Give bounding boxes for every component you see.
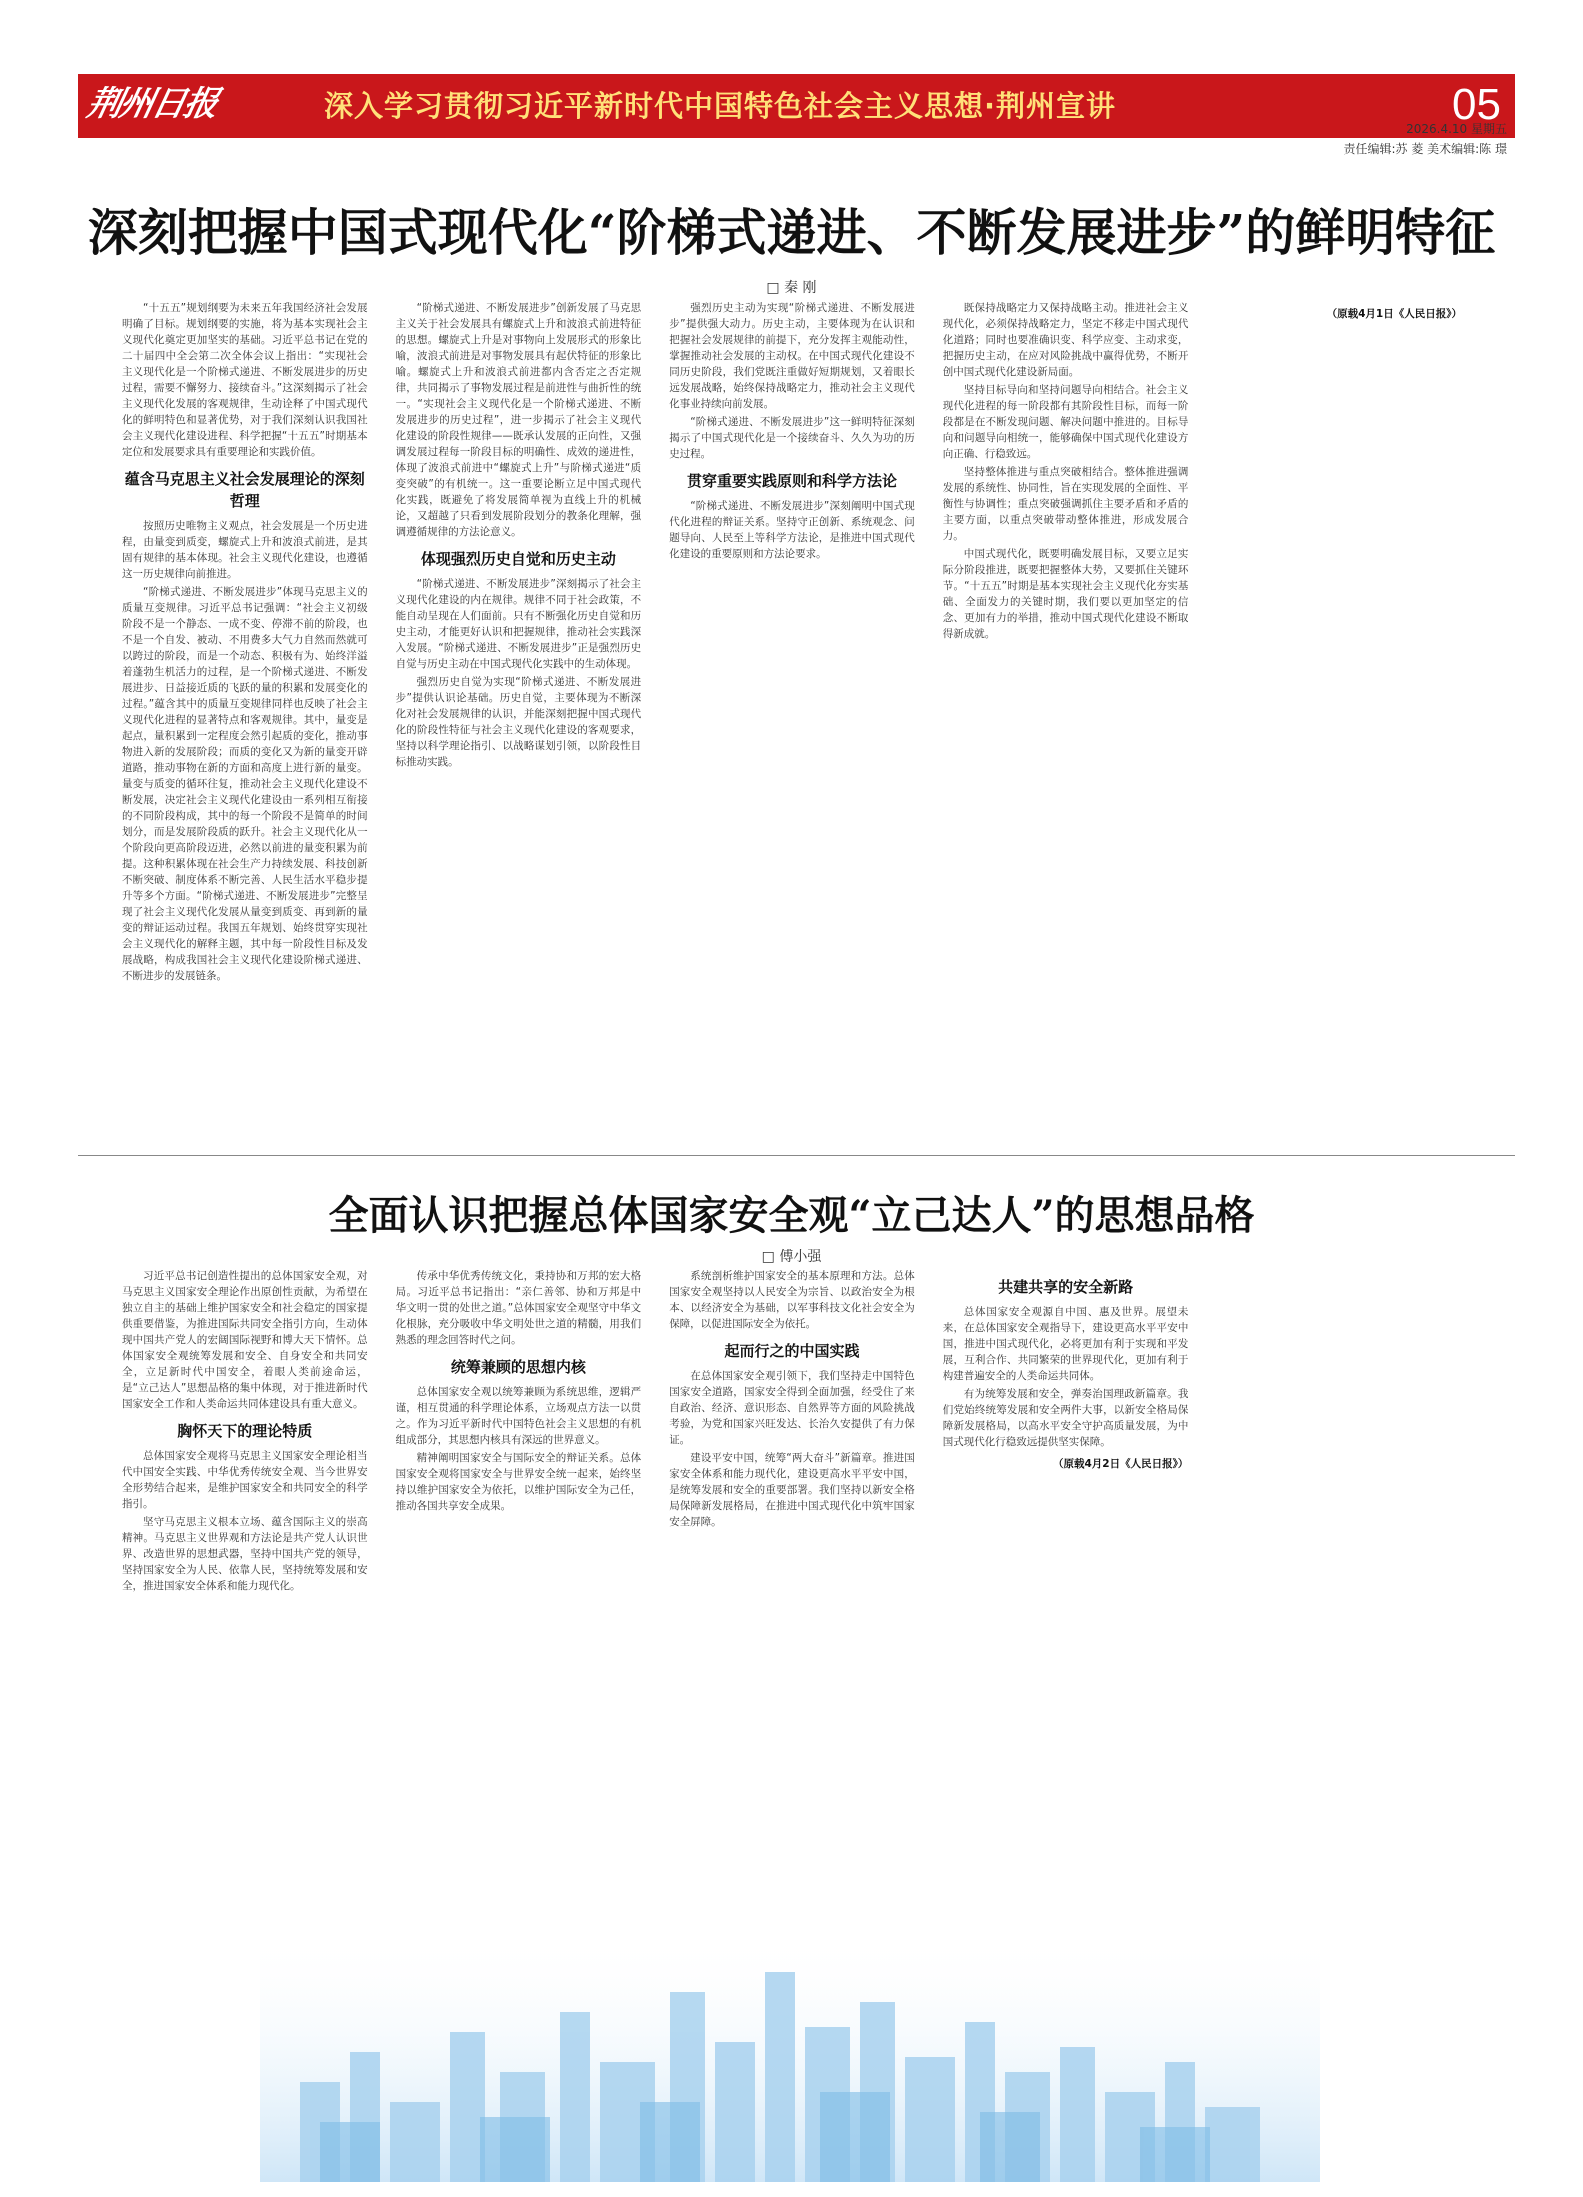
source-note: （原载4月1日《人民日报》） [1326, 308, 1462, 320]
text-column [1216, 300, 1462, 1140]
article2-body [122, 1268, 1462, 1908]
body-paragraph: “阶梯式递进、不断发展进步”深刻揭示了社会主义现代化建设的内在规律。规律不同于社会政策，不能自动呈现在人们面前。只有不断强化历史自觉和历史主动，才能更好认识和把握规律，推动社会实践深入发展。“阶梯式递进、不断发展进步”正是强烈历史自觉与历史主动在中国式现代化实践中的生动体现。 [395, 578, 642, 670]
article2-author: □ 傅小强 [761, 1249, 822, 1265]
section-heading: 体现强烈历史自觉和历史主动 [420, 550, 616, 568]
body-paragraph: 坚守马克思主义根本立场、蕴含国际主义的崇高精神。马克思主义世界观和方法论是共产党人认识世界、改造世界的思想武器，坚持中国共产党的领导，坚持国家安全为人民、依靠人民，坚持统筹发展和安全，推进国家安全体系和能力现代化。 [122, 1516, 368, 1592]
section-heading: 起而行之的中国实践 [724, 1342, 860, 1360]
body-paragraph: 建设平安中国，统筹“两大奋斗”新篇章。推进国家安全体系和能力现代化，建设更高水平平安中国，是统筹发展和安全的重要部署。我们坚持以新安全格局保障新发展格局，在推进中国式现代化中筑牢国家安全屏障。 [669, 1452, 915, 1528]
section-heading: 胸怀天下的理论特质 [177, 1422, 313, 1440]
body-paragraph: 习近平总书记创造性提出的总体国家安全观，对马克思主义国家安全理论作出原创性贡献，为希望在独立自主的基础上维护国家安全和社会稳定的国家提供重要借鉴，为推进国际共同安全指引方向，生动体现中国共产党人的宏阔国际视野和博大天下情怀。总体国家安全观统筹发展和安全、自身安全和共同安全，立足新时代中国安全，着眼人类前途命运，是“立己达人”思想品格的集中体现，对于推进新时代国家安全工作和人类命运共同体建设具有重大意义。 [122, 1270, 368, 1410]
body-paragraph: “阶梯式递进、不断发展进步”创新发展了马克思主义关于社会发展具有螺旋式上升和波浪式前进特征的思想。螺旋式上升是对事物向上发展形式的形象比喻，波浪式前进是对事物发展具有起伏特征的形象比喻。螺旋式上升和波浪式前进都内含否定之否定规律，共同揭示了事物发展过程是前进性与曲折性的统一。“实现社会主义现代化是一个阶梯式递进、不断发展进步的历史过程”，进一步揭示了社会主义现代化建设的阶段性规律——既承认发展的正向性，又强调发展过程每一阶段目标的明确性、成效的递进性，体现了波浪式前进中“螺旋式上升”与阶梯式递进“质变突破”的有机统一。这一重要论断立足中国式现代化实践，既避免了将发展简单视为直线上升的机械论，又超越了只看到发展阶段划分的教条化理解，强调遵循规律的方法论意义。 [395, 302, 642, 538]
text-column [943, 1268, 1189, 1908]
body-paragraph: 在总体国家安全观引领下，我们坚持走中国特色国家安全道路，国家安全得到全面加强，经受住了来自政治、经济、意识形态、自然界等方面的风险挑战考验，为党和国家兴旺发达、长治久安提供了有力保证。 [669, 1370, 915, 1446]
section-heading: 贯穿重要实践原则和科学方法论 [686, 472, 897, 490]
body-paragraph: 中国式现代化，既要明确发展目标，又要立足实际分阶段推进，既要把握整体大势，又要抓住关键环节。“十五五”时期是基本实现社会主义现代化夯实基础、全面发力的关键时期，我们要以更加坚定的信念、更加有力的举措，推动中国式现代化建设不断取得新成就。 [942, 548, 1189, 640]
body-paragraph: 坚持目标导向和坚持问题导向相结合。社会主义现代化进程的每一阶段都有其阶段性目标，而每一阶段都是在不断发现问题、解决问题中推进的。目标导向和问题导向相统一，能够确保中国式现代化建设方向正确、行稳致远。 [942, 384, 1189, 460]
section-divider [78, 1155, 1515, 1156]
body-paragraph: “阶梯式递进、不断发展进步”深刻阐明中国式现代化进程的辩证关系。坚持守正创新、系统观念、问题导向、人民至上等科学方法论，是推进中国式现代化建设的重要原则和方法论要求。 [669, 500, 915, 560]
article2-headline: 全面认识把握总体国家安全观“立己达人”的思想品格 [328, 1192, 1255, 1239]
body-paragraph: 总体国家安全观以统筹兼顾为系统思维，逻辑严谨，相互贯通的科学理论体系，立场观点方法一以贯之。作为习近平新时代中国特色社会主义思想的有机组成部分，其思想内核具有深远的世界意义。 [395, 1386, 642, 1446]
text-column [669, 1268, 915, 1908]
body-paragraph: 既保持战略定力又保持战略主动。推进社会主义现代化，必须保持战略定力，坚定不移走中国式现代化道路；同时也要准确识变、科学应变、主动求变，把握历史主动，在应对风险挑战中赢得优势，不断开创中国式现代化建设新局面。 [942, 302, 1189, 378]
body-paragraph: 传承中华优秀传统文化，秉持协和万邦的宏大格局。习近平总书记指出：“亲仁善邻、协和万邦是中华文明一贯的处世之道。”总体国家安全观坚守中华文化根脉，充分吸收中华文明处世之道的精髓，用我们熟悉的理念回答时代之问。 [395, 1270, 642, 1346]
section-heading: 统筹兼顾的思想内核 [450, 1358, 586, 1376]
article1-headline: 深刻把握中国式现代化“阶梯式递进、不断发展进步”的鲜明特征 [87, 203, 1496, 262]
body-paragraph: 强烈历史主动为实现“阶梯式递进、不断发展进步”提供强大动力。历史主动，主要体现为在认识和把握社会发展规律的前提下，充分发挥主观能动性，掌握推动社会发展的主动权。在中国式现代化建设不同历史阶段，我们党既注重做好短期规划，又着眼长远发展战略，始终保持战略定力，推动社会主义现代化事业持续向前发展。 [669, 302, 915, 410]
body-paragraph: 按照历史唯物主义观点，社会发展是一个历史进程，由量变到质变，螺旋式上升和波浪式前进，是其固有规律的基本体现。社会主义现代化建设，也遵循这一历史规律向前推进。 [122, 520, 368, 580]
body-paragraph: 总体国家安全观将马克思主义国家安全理论相当代中国安全实践、中华优秀传统安全观、当今世界安全形势结合起来，是维护国家安全和共同安全的科学指引。 [122, 1450, 368, 1510]
body-paragraph: “阶梯式递进、不断发展进步”这一鲜明特征深刻揭示了中国式现代化是一个接续奋斗、久久为功的历史过程。 [669, 416, 915, 460]
body-paragraph: 强烈历史自觉为实现“阶梯式递进、不断发展进步”提供认识论基础。历史自觉，主要体现为不断深化对社会发展规律的认识，并能深刻把握中国式现代化的阶段性特征与社会主义现代化建设的客观要求，坚持以科学理论指引、以战略谋划引领，以阶段性目标推动实践。 [395, 676, 642, 768]
page-number: 05 [1452, 80, 1501, 129]
body-paragraph: “十五五”规划纲要为未来五年我国经济社会发展明确了目标。规划纲要的实施，将为基本实现社会主义现代化奠定更加坚实的基础。习近平总书记在党的二十届四中全会第二次全体会议上指出：“实现社会主义现代化是一个阶梯式递进、不断发展进步的历史过程，需要不懈努力、接续奋斗。”这深刻揭示了社会主义现代化发展的客观规律，生动诠释了中国式现代化的鲜明特色和显著优势，对于我们深刻认识我国社会主义现代化建设进程、科学把握“十五五”时期基本定位和发展要求具有重要理论和实践价值。 [122, 302, 368, 458]
body-paragraph: 有为统筹发展和安全，弹奏治国理政新篇章。我们党始终统筹发展和安全两件大事，以新安全格局保障新发展格局，以高水平安全守护高质量发展，为中国式现代化行稳致远提供坚实保障。 [942, 1388, 1189, 1448]
issue-date: 2026.4.10 星期五 [1406, 122, 1507, 136]
text-column [122, 300, 368, 1140]
body-paragraph: 精神阐明国家安全与国际安全的辩证关系。总体国家安全观将国家安全与世界安全统一起来，始终坚持以维护国家安全为依托，以维护国际安全为己任，推动各国共享安全成果。 [395, 1452, 642, 1512]
text-column [396, 300, 642, 1140]
article1-author: □ 秦 刚 [766, 280, 817, 296]
source-note: （原载4月2日《人民日报》） [1053, 1458, 1189, 1470]
article1-body [122, 300, 1462, 1140]
body-paragraph: “阶梯式递进、不断发展进步”体现马克思主义的质量互变规律。习近平总书记强调：“社会主义初级阶段不是一个静态、一成不变、停滞不前的阶段，也不是一个自发、被动、不用费多大气力自然而然就可以跨过的阶段，而是一个动态、积极有为、始终洋溢着蓬勃生机活力的过程，是一个阶梯式递进、不断发展进步、日益接近质的飞跃的量的积累和发展变化的过程。”蕴含其中的质量互变规律同样也反映了社会主义现代化进程的显著特点和客观规律。其中，量变是起点，量积累到一定程度会然引起质的变化，推动事物进入新的发展阶段；而质的变化又为新的量变开辟道路，推动事物在新的方面和高度上进行新的量变。量变与质变的循环往复，推动社会主义现代化建设不断发展，决定社会主义现代化建设由一系列相互衔接的不同阶段构成，其中的每一个阶段不是简单的时间划分，而是发展阶段质的跃升。社会主义现代化从一个阶段向更高阶段迈进，必然以前进的量变积累为前提。这种积累体现在社会生产力持续发展、科技创新不断突破、制度体系不断完善、人民生活水平稳步提升等多个方面。“阶梯式递进、不断发展进步”完整呈现了社会主义现代化发展从量变到质变、再到新的量变的辩证运动过程。我国五年规划、始终贯穿实现社会主义现代化的解释主题，其中每一阶段性目标及发展战略，构成我国社会主义现代化建设阶梯式递进、不断进步的发展链条。 [122, 586, 368, 982]
section-heading: 共建共享的安全新路 [998, 1278, 1134, 1296]
newspaper-logo: 荆州日报 [83, 84, 221, 124]
body-paragraph: 坚持整体推进与重点突破相结合。整体推进强调发展的系统性、协同性，旨在实现发展的全面性、平衡性与协调性；重点突破强调抓住主要矛盾和矛盾的主要方面，以重点突破带动整体推进，形成发展合力。 [942, 466, 1189, 542]
text-column [943, 300, 1189, 1140]
masthead-banner [78, 74, 1515, 138]
body-paragraph: 总体国家安全观源自中国、惠及世界。展望未来，在总体国家安全观指导下，建设更高水平平安中国，推进中国式现代化，必将更加有利于实现和平发展，互利合作、共同繁荣的世界现代化，更加有利于构建普遍安全的人类命运共同体。 [942, 1306, 1189, 1382]
city-skyline-illustration [260, 1932, 1320, 2182]
text-column [396, 1268, 642, 1908]
column-title: 深入学习贯彻习近平新时代中国特色社会主义思想·荆州宣讲 [324, 89, 1117, 123]
body-paragraph: 系统剖析维护国家安全的基本原理和方法。总体国家安全观坚持以人民安全为宗旨、以政治安全为根本、以经济安全为基础，以军事科技文化社会安全为保障，以促进国际安全为依托。 [669, 1270, 915, 1330]
editors-line: 责任编辑:苏 菱 美术编辑:陈 璟 [1343, 142, 1507, 156]
text-column [669, 300, 915, 1140]
text-column [122, 1268, 368, 1908]
text-column [1216, 1268, 1462, 1908]
section-heading: 蕴含马克思主义社会发展理论的深刻哲理 [124, 470, 365, 510]
